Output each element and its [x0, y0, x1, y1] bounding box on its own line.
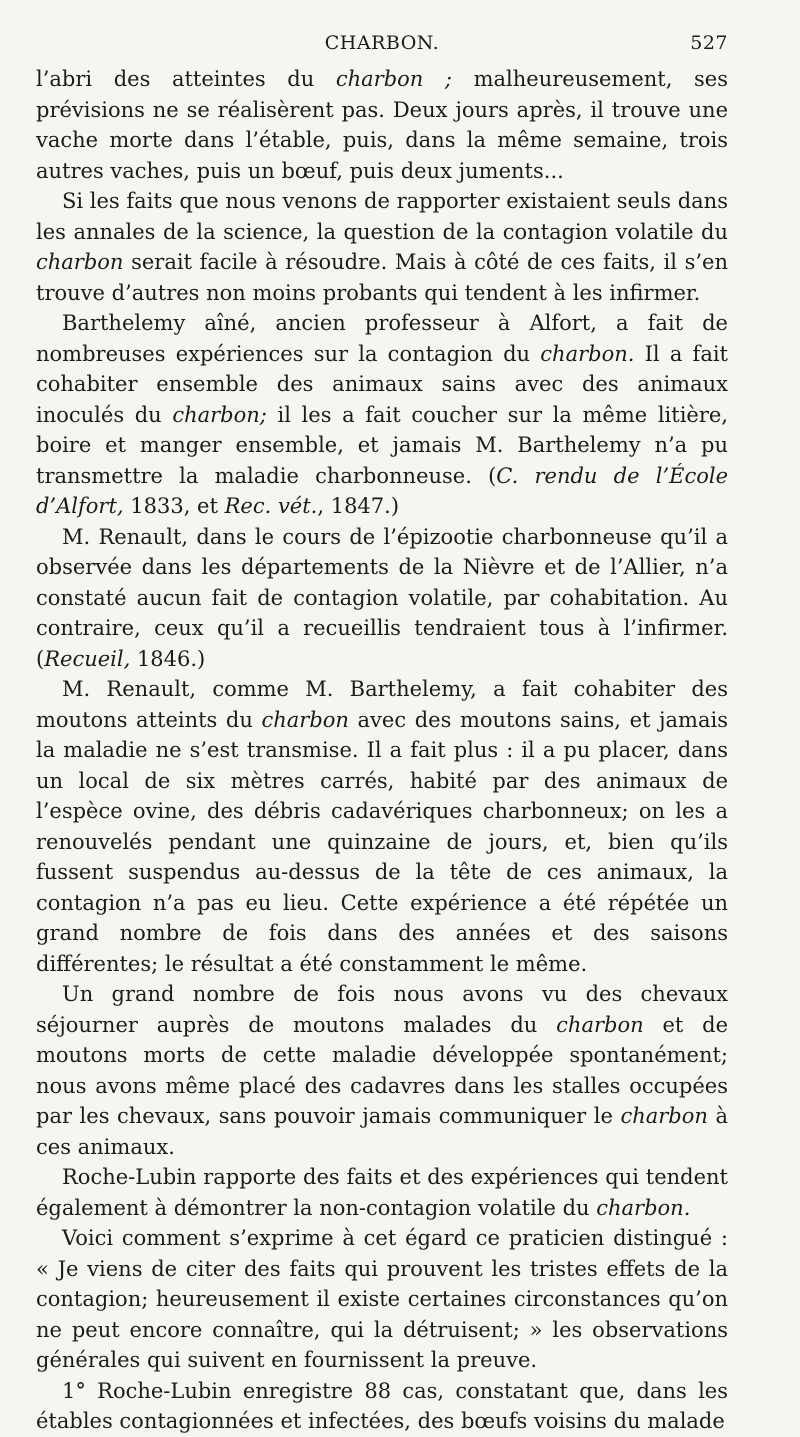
text-run: Il a fait cohabiter ensemble des animaux sains avec des animaux inoculés du: [36, 341, 729, 427]
text-run: à ces animaux.: [36, 1104, 728, 1159]
running-head: CHARBON.: [324, 32, 440, 54]
italic-text: Recueil,: [44, 646, 131, 671]
text-run: l’abri des atteintes du: [36, 67, 336, 91]
text-run: Un grand nombre de fois nous avons vu des chevaux séjourner auprès de moutons malades du: [36, 982, 728, 1037]
text-run: 1° Roche-Lubin enregistre 88 cas, constatant que, dans les étables contagionnées et infectées, des bœufs voisins du malade: [36, 1378, 728, 1433]
italic-text: charbon: [261, 707, 349, 732]
italic-text: charbon.: [540, 341, 635, 366]
page-header: [36, 26, 728, 64]
paragraph: [36, 674, 728, 979]
paragraph: [36, 64, 728, 186]
text-run: 1846.): [130, 646, 206, 671]
italic-text: charbon;: [172, 402, 267, 427]
italic-text: C. rendu de l’École d’Alfort,: [36, 463, 728, 518]
text-run: avec des moutons sains, et jamais la maladie ne s’est transmise. Il a fait plus : il a pu placer, dans un local de six mètres carrés, habité par des animaux de l’espèce ovine, des débris cadavériques charbonneux; on les a renouvelés pendant une quinzaine de jours, et, bien qu’ils fussent suspendus au-dessus de la tête de ces animaux, la contagion n’a pas eu lieu. Cette expérience a été répétée un grand nombre de fois dans des années et des saisons différentes; le résultat a été constamment le même.: [36, 707, 728, 976]
text-run: Barthelemy aîné, ancien professeur à Alfort, a fait de nombreuses expériences sur la contagion du: [36, 311, 728, 366]
body-text: [36, 64, 728, 1437]
paragraph: [36, 522, 728, 675]
page-number: 527: [690, 32, 728, 54]
text-run: serait facile à résoudre. Mais à côté de ces faits, il s’en trouve d’autres non moins probants qui tendent à les infirmer.: [36, 250, 728, 305]
text-run: 1833, et: [123, 494, 225, 518]
text-run: , 1847.): [317, 494, 400, 518]
italic-text: charbon: [36, 250, 124, 274]
text-run: malheureusement, ses prévisions ne se réalisèrent pas. Deux jours après, il trouve une vache morte dans l’étable, puis, dans la même semaine, trois autres vaches, puis un bœuf, puis deux juments...: [36, 67, 728, 183]
italic-text: charbon: [620, 1104, 708, 1128]
text-run: Roche-Lubin rapporte des faits et des expériences qui tendent également à démontrer la non-contagion volatile du: [36, 1165, 728, 1220]
italic-text: charbon ;: [335, 67, 452, 91]
paragraph: [36, 1376, 728, 1437]
paragraph: [36, 308, 728, 522]
paragraph: [36, 1162, 728, 1223]
paragraph: [36, 1223, 728, 1376]
italic-text: Rec. vét.: [224, 494, 318, 518]
paragraph: [36, 186, 728, 308]
italic-text: charbon: [556, 1012, 644, 1037]
text-run: il les a fait coucher sur la même litière, boire et manger ensemble, et jamais M. Barthelemy n’a pu transmettre la maladie charbonneuse. (: [36, 402, 728, 488]
paragraph: [36, 979, 728, 1162]
text-run: et de moutons morts de cette maladie développée spontanément; nous avons même placé des cadavres dans les stalles occupées par les chevaux, sans pouvoir jamais communiquer le: [36, 1012, 728, 1128]
text-run: Si les faits que nous venons de rapporter existaient seuls dans les annales de la science, la question de la contagion volatile du: [36, 189, 728, 244]
text-run: Voici comment s’exprime à cet égard ce praticien distingué : « Je viens de citer des faits qui prouvent les tristes effets de la contagion; heureusement il existe certaines circonstances qu’on ne peut encore connaître, qui la détruisent; » les observations générales qui suivent en fournissent la preuve.: [36, 1226, 728, 1372]
text-run: M. Renault, comme M. Barthelemy, a fait cohabiter des moutons atteints du: [36, 677, 728, 732]
text-run: M. Renault, dans le cours de l’épizootie charbonneuse qu’il a observée dans les départements de la Nièvre et de l’Allier, n’a constaté aucun fait de contagion volatile, par cohabitation. Au contraire, ceux qu’il a recueillis tendraient tous à l’infirmer. (: [36, 524, 728, 671]
italic-text: charbon.: [596, 1195, 691, 1220]
